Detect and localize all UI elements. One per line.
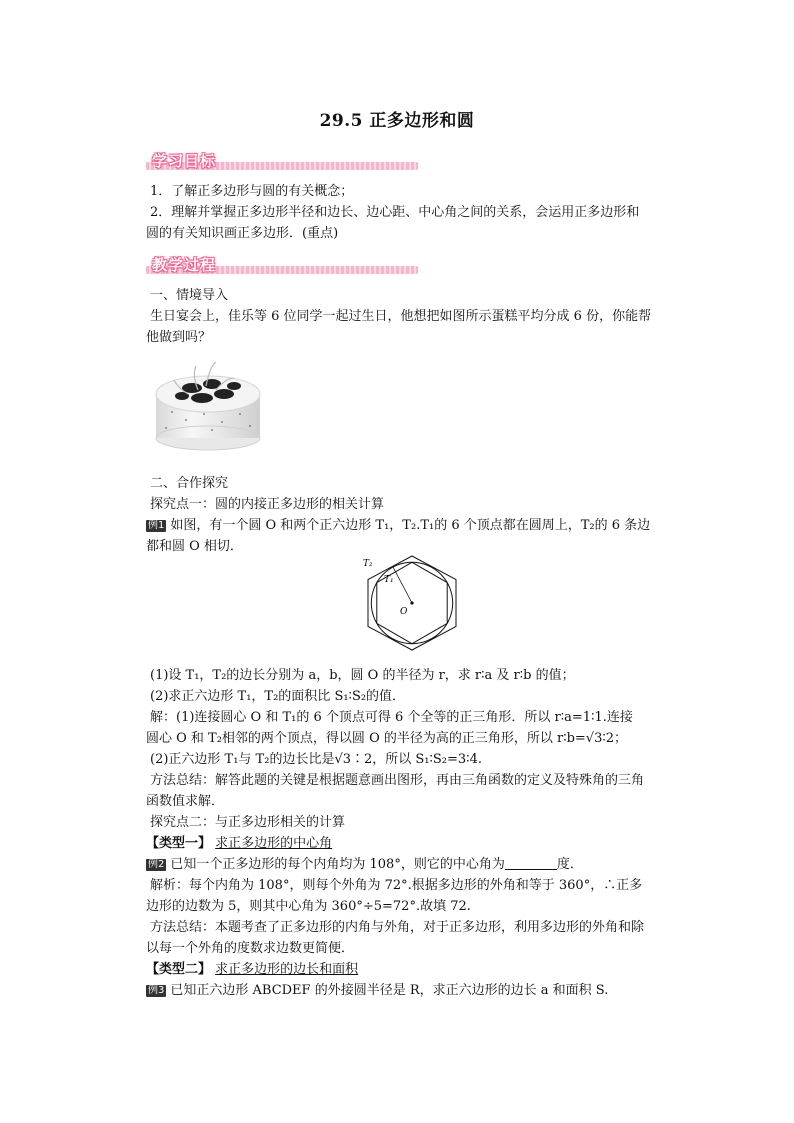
answer-blank (505, 857, 557, 870)
goal-item-2-cont: 圆的有关知识画正多边形．(重点) (146, 226, 339, 241)
example-1-text: 如图，有一个圆 O 和两个正六边形 T₁，T₂.T₁的 6 个顶点都在圆周上，T₂的 6 条边 (170, 518, 651, 533)
example-2-badge: 例2 (148, 859, 165, 870)
type-1-heading (146, 836, 650, 852)
section-process-header (146, 254, 418, 276)
section-process-label: 教学过程 (152, 256, 217, 274)
example-3-badge: 例3 (148, 985, 165, 996)
method-summary-2b: 以每一个外角的度数求边数更简便． (146, 941, 355, 956)
section-goals-header (146, 150, 418, 172)
type-2-heading (146, 962, 650, 978)
example-3-text: 已知正六边形 ABCDEF 的外接圆半径是 R，求正六边形的边长 a 和面积 S. (170, 983, 609, 998)
solution-line-3: (2)正六边形 T₁与 T₂的边长比是√3∶2，所以 S₁∶S₂=3∶4. (150, 752, 482, 767)
method-summary-2a: 方法总结：本题考查了正多边形的内角与外角，对于正多边形，利用多边形的外角和除 (150, 920, 645, 935)
intro-text-1: 生日宴会上，佳乐等 6 位同学一起过生日，他想把如图所示蛋糕平均分成 6 份，你能帮 (150, 309, 652, 324)
solution-line-2: 圆心 O 和 T₂相邻的两个顶点，得以圆 O 的半径为高的正三角形，所以 r∶b=√3∶2； (146, 731, 628, 746)
analysis-line-2: 边形的边数为 5，则其中心角为 360°÷5=72°.故填 72. (146, 899, 471, 914)
example-2-unit: 度． (556, 857, 583, 872)
analysis-line-1: 解析：每个内角为 108°，则每个外角为 72°.根据多边形的外角和等于 360°，∴正多 (150, 878, 643, 893)
intro-heading: 一、情境导入 (150, 288, 229, 303)
question-1: (1)设 T₁，T₂的边长分别为 a，b，圆 O 的半径为 r，求 r∶a 及 r∶b 的值； (150, 668, 575, 683)
label-t2: T₂ (363, 559, 373, 569)
type-2-bracket: 【类型二】 (146, 962, 212, 977)
type-1-title: 求正多边形的中心角 (215, 836, 333, 851)
explore-heading: 二、合作探究 (150, 476, 229, 491)
label-t1: T₁ (384, 575, 394, 585)
section-goals-label: 学习目标 (152, 152, 217, 170)
example-1-line-1 (146, 518, 650, 534)
type-1-bracket: 【类型一】 (146, 836, 212, 851)
page-title: 29.5 正多边形和圆 (319, 111, 475, 131)
goal-item-1: 1．了解正多边形与圆的有关概念； (150, 184, 354, 199)
question-2: (2)求正六边形 T₁，T₂的面积比 S₁∶S₂的值． (150, 689, 406, 704)
method-summary-1b: 函数值求解． (146, 794, 225, 809)
hexagon-circle-figure (357, 552, 467, 652)
goal-item-2: 2．理解并掌握正多边形半径和边长、边心距、中心角之间的关系，会运用正多边形和 (150, 205, 640, 220)
explore-point-1: 探究点一：圆的内接正多边形的相关计算 (150, 497, 385, 512)
example-1-badge: 例1 (148, 520, 165, 531)
example-1-line-2: 都和圆 O 相切． (146, 539, 243, 554)
example-3-line (146, 983, 650, 999)
cake-photo (152, 356, 264, 452)
method-summary-1a: 方法总结：解答此题的关键是根据题意画出图形，再由三角函数的定义及特殊角的三角 (150, 773, 645, 788)
label-o: O (400, 607, 408, 617)
explore-point-2: 探究点二：与正多边形相关的计算 (150, 815, 346, 830)
intro-text-2: 他做到吗？ (146, 330, 212, 345)
type-2-title: 求正多边形的边长和面积 (215, 962, 359, 977)
example-2-line (146, 857, 650, 873)
example-2-text: 已知一个正多边形的每个内角均为 108°，则它的中心角为 (170, 857, 505, 872)
solution-line-1: 解：(1)连接圆心 O 和 T₁的 6 个顶点可得 6 个全等的正三角形．所以 r∶a=1∶1.连接 (150, 710, 633, 725)
